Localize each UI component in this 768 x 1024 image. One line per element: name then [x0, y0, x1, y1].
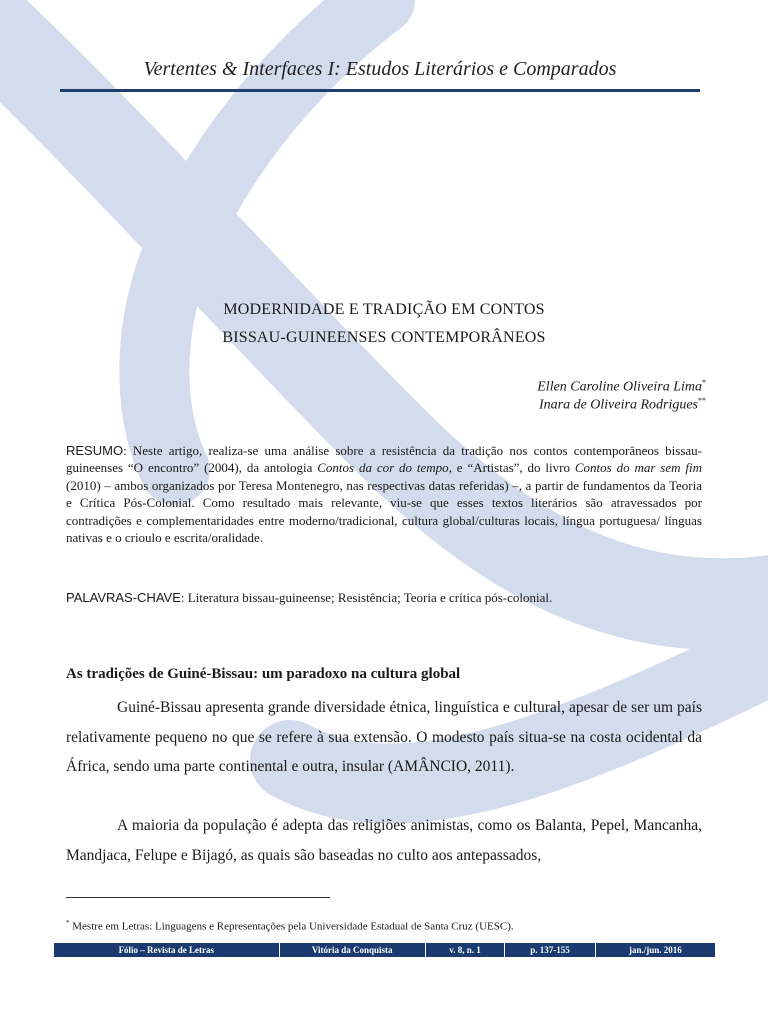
- abstract-text-2: , e “Artistas”, do livro: [448, 460, 575, 476]
- footnote-divider: [66, 897, 330, 898]
- abstract-text-3: (2010) – ambos organizados por Teresa Montenegro, nas respectivas datas referidas) –, a partir de fundamentos da Teoria e Crítica Pós-Colonial. Como resultado mais relevante, viu-se que esses textos literários são atravessados por contradições e complementaridades entre moderno/tradicional, cultura global/culturas locais, língua portuguesa/ línguas nativas e o crioulo e escrita/oralidade.: [66, 477, 702, 546]
- author-1: [537, 378, 706, 396]
- keywords-text: : Literatura bissau-guineense; Resistência; Teoria e crítica pós-colonial.: [180, 590, 553, 605]
- author-1-name: Ellen Caroline Oliveira Lima: [537, 379, 702, 395]
- article-title-line-2: BISSAU-GUINEENSES CONTEMPORÂNEOS: [222, 329, 546, 346]
- abstract-book-title-2: Contos do mar sem fim: [574, 460, 702, 476]
- article-title-line-1: MODERNIDADE E TRADIÇÃO EM CONTOS: [223, 301, 545, 318]
- abstract-paragraph: [66, 442, 702, 546]
- abstract-text-1: : Neste artigo, realiza-se uma análise sobre a resistência da tradição nos contos contemporâneos bissau-guineenses “O encontro” (2004), da antologia: [66, 443, 702, 476]
- footer-journal: Fólio – Revista de Letras: [54, 943, 280, 957]
- footer-pages: p. 137-155: [505, 943, 595, 957]
- footer-date: jan./jun. 2016: [628, 945, 682, 955]
- keywords-paragraph: [66, 589, 702, 606]
- author-2-footnote-mark[interactable]: **: [698, 396, 706, 405]
- body-paragraph-2: A maioria da população é adepta das religiões animistas, como os Balanta, Pepel, Mancanha, Mandjaca, Felupe e Bijagó, as quais são baseadas no culto aos antepassados,: [66, 817, 702, 864]
- footnote-mark: *: [66, 919, 70, 927]
- body-paragraph-1: Guiné-Bissau apresenta grande diversidade étnica, linguística e cultural, apesar de ser um país relativamente pequeno no que se refere à sua extensão. O modesto país situa-se na costa ocidental da África, sendo uma parte continental e outra, insular (AMÂNCIO, 2011).: [66, 699, 702, 775]
- footer-city: Vitória da Conquista: [280, 943, 426, 957]
- section-heading: As tradições de Guiné-Bissau: um paradoxo na cultura global: [66, 666, 461, 682]
- author-2-name: Inara de Oliveira Rodrigues: [538, 397, 698, 413]
- footer-volume: v. 8, n. 1: [426, 943, 506, 957]
- footnote-text: Mestre em Letras: Linguagens e Representações pela Universidade Estadual de Santa Cruz (UESC).: [72, 920, 514, 933]
- keywords-label: PALAVRAS-CHAVE: [66, 590, 181, 605]
- journal-header-title: Vertentes & Interfaces I: Estudos Literários e Comparados: [143, 58, 617, 80]
- header-divider: [60, 89, 700, 92]
- footnote: [66, 919, 706, 933]
- abstract-label: RESUMO: [66, 443, 124, 458]
- author-1-footnote-mark[interactable]: *: [702, 378, 706, 387]
- author-2: [539, 396, 706, 414]
- footer-bar: [54, 943, 715, 957]
- abstract-book-title-1: Contos da cor do tempo: [317, 460, 449, 476]
